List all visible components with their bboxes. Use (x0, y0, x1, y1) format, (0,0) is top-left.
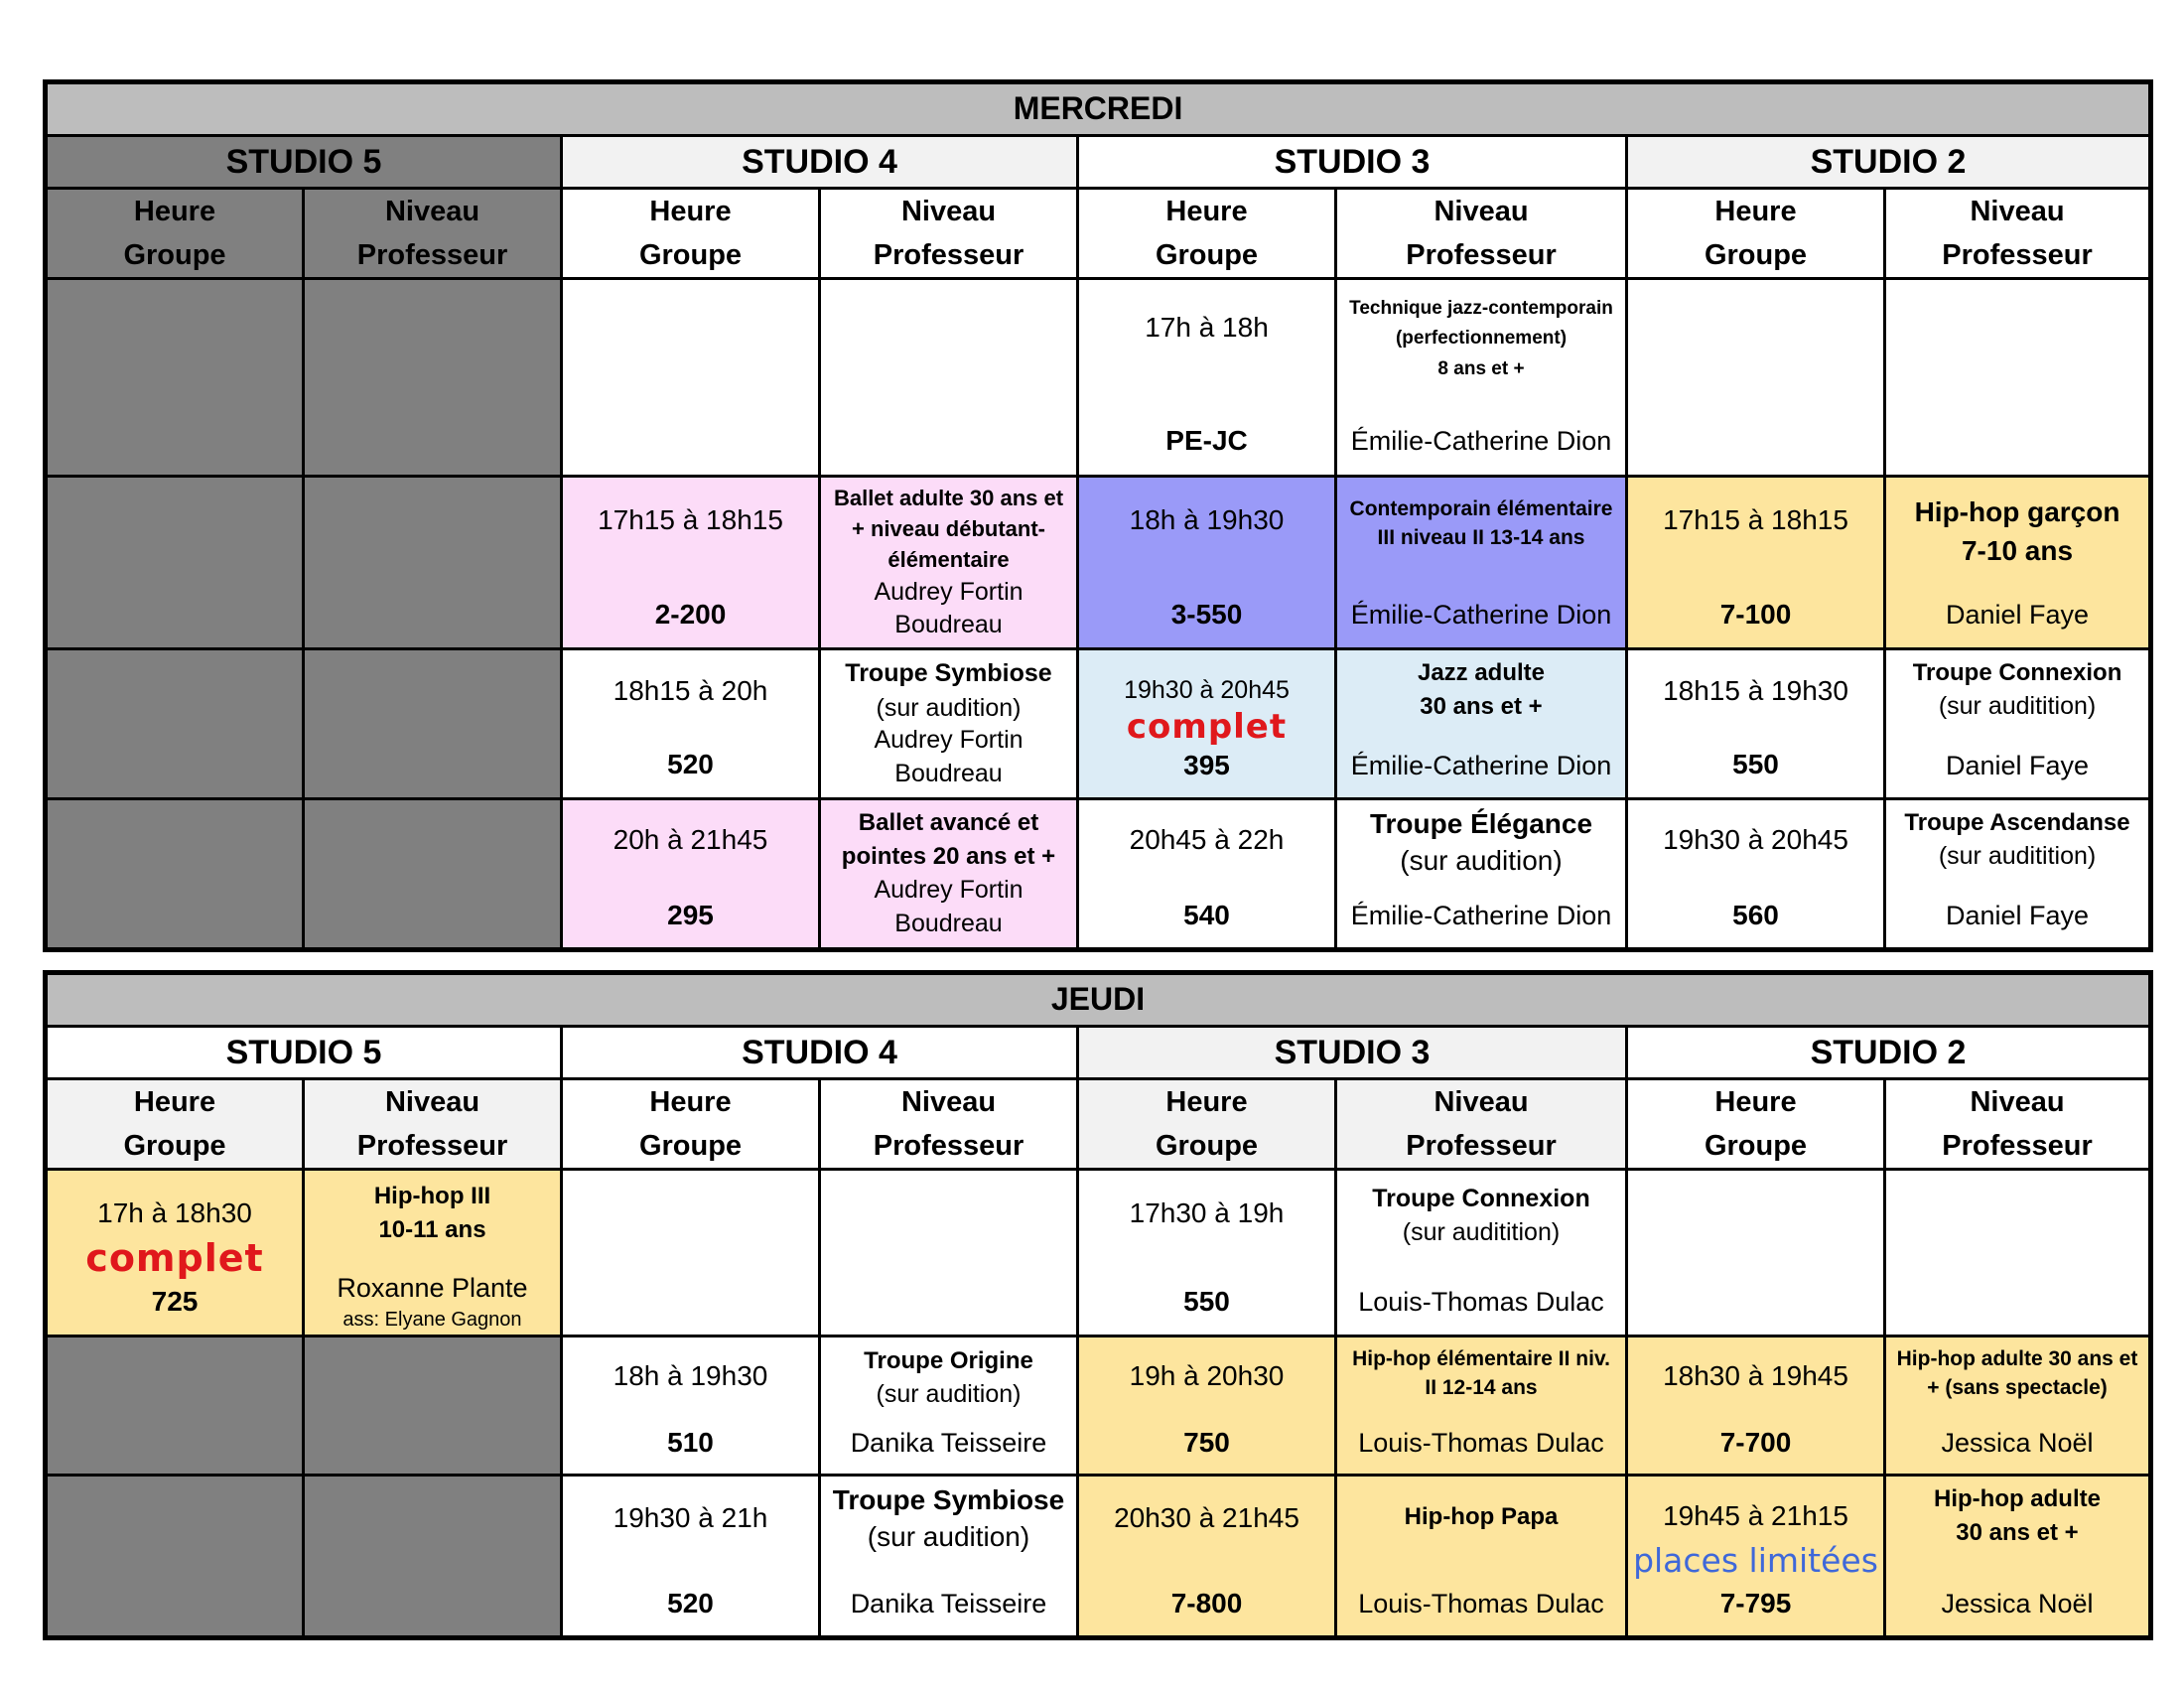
empty-cell (1627, 1170, 1885, 1336)
schedule-jeudi (43, 970, 2153, 1640)
class-level-prof (820, 649, 1078, 799)
class-level: Ballet adulte 30 ans et + niveau débutant- élémentaire (833, 485, 1064, 573)
class-group: 510 (667, 1427, 714, 1459)
class-group: 395 (1183, 749, 1230, 780)
studio-2-header: STUDIO 2 (1627, 1027, 2151, 1079)
class-time-group (562, 1336, 820, 1476)
col-heure-groupe: Heure Groupe (1078, 189, 1336, 279)
class-time-group (1078, 649, 1336, 799)
class-time-group (562, 799, 820, 950)
col-heure-groupe: Heure Groupe (46, 189, 304, 279)
class-note: (sur auditition) (1938, 692, 2097, 721)
class-professor: Daniel Faye (1945, 900, 2090, 930)
schedule-mercredi (43, 79, 2153, 952)
class-level-prof (1336, 1476, 1627, 1638)
class-level: Hip-hop élémentaire II niv. II 12-14 ans (1352, 1346, 1610, 1400)
class-group: 7-100 (1719, 599, 1792, 631)
class-level-prof (1885, 477, 2151, 649)
class-time-group (1627, 477, 1885, 649)
class-level-block (1904, 806, 2129, 873)
class-professor: Émilie-Catherine Dion (1350, 600, 1612, 631)
day-title: JEUDI (46, 973, 2151, 1027)
class-level: Troupe Origine (864, 1346, 1033, 1374)
class-group: 295 (667, 899, 714, 930)
class-professor: Jessica Noël (1941, 1588, 2094, 1618)
class-level-prof (1336, 1336, 1627, 1476)
class-time: 18h à 19h30 (613, 1359, 768, 1391)
class-group: 550 (1183, 1286, 1230, 1318)
class-professor: Jessica Noël (1941, 1428, 2094, 1459)
class-professor: Louis-Thomas Dulac (1358, 1428, 1604, 1459)
class-time-group (1627, 1336, 1885, 1476)
col-niveau-professeur: Niveau Professeur (1336, 189, 1627, 279)
col-niveau-professeur: Niveau Professeur (1885, 189, 2151, 279)
class-time: 17h à 18h (1145, 312, 1269, 343)
class-level: Troupe Élégance (1369, 808, 1593, 839)
col-heure-groupe: Heure Groupe (1627, 1079, 1885, 1170)
col-heure-groupe: Heure Groupe (1078, 1079, 1336, 1170)
class-level: Contemporain élémentaire III niveau II 13-14 ans (1349, 496, 1613, 550)
class-level: Jazz adulte 30 ans et + (1417, 659, 1546, 721)
class-professor: Audrey Fortin Boudreau (874, 577, 1024, 639)
class-time: 19h45 à 21h15 (1663, 1500, 1848, 1531)
class-level-block (833, 1480, 1064, 1556)
class-time: 19h30 à 20h45 (1663, 824, 1848, 855)
empty-cell (304, 279, 562, 477)
class-professor: Louis-Thomas Dulac (1358, 1588, 1604, 1618)
class-group: 725 (151, 1286, 199, 1318)
class-level: Hip-hop III 10-11 ans (373, 1182, 491, 1243)
class-time-group (1078, 1336, 1336, 1476)
empty-cell (1627, 279, 1885, 477)
class-level: Ballet avancé et pointes 20 ans et + (841, 809, 1056, 871)
class-group: 750 (1183, 1427, 1230, 1459)
studio-4-header: STUDIO 4 (562, 1027, 1078, 1079)
empty-cell (562, 279, 820, 477)
empty-cell (562, 1170, 820, 1336)
day-title: MERCREDI (46, 82, 2151, 136)
class-level-block (1913, 656, 2122, 723)
class-time-group (562, 1476, 820, 1638)
class-level: Technique jazz-contemporain (perfectionnement) 8 ans et + (1349, 298, 1613, 379)
class-level-block (1372, 1182, 1589, 1249)
class-time: 18h à 19h30 (1129, 503, 1285, 535)
class-professor: Daniel Faye (1945, 600, 2090, 631)
class-level-prof (820, 799, 1078, 950)
class-time: 20h45 à 22h (1129, 824, 1285, 855)
empty-cell (304, 1476, 562, 1638)
class-professor: Louis-Thomas Dulac (1358, 1287, 1604, 1318)
col-heure-groupe: Heure Groupe (562, 189, 820, 279)
class-time-group (562, 477, 820, 649)
class-level: Troupe Connexion (1912, 659, 2122, 686)
class-note: (sur audition) (876, 1379, 1022, 1408)
table-row (46, 477, 2151, 649)
class-time-group (1078, 279, 1336, 477)
class-level: Hip-hop Papa (1404, 1503, 1559, 1530)
class-professor: Émilie-Catherine Dion (1350, 425, 1612, 456)
empty-cell (46, 799, 304, 950)
class-level-prof (304, 1170, 562, 1336)
class-time: 17h à 18h30 (97, 1196, 252, 1228)
class-level-prof (1885, 1476, 2151, 1638)
col-niveau-professeur: Niveau Professeur (820, 1079, 1078, 1170)
empty-cell (46, 1476, 304, 1638)
table-row (46, 799, 2151, 950)
studio-5-header: STUDIO 5 (46, 136, 562, 189)
class-level-prof (820, 1476, 1078, 1638)
class-time-group (46, 1170, 304, 1336)
class-group: 520 (667, 1587, 714, 1618)
class-time: 17h15 à 18h15 (598, 503, 783, 535)
class-time: 17h30 à 19h (1129, 1196, 1285, 1228)
class-time-group (1627, 649, 1885, 799)
class-level: Hip-hop garçon 7-10 ans (1914, 495, 2120, 566)
col-niveau-professeur: Niveau Professeur (1336, 1079, 1627, 1170)
class-professor: Audrey Fortin Boudreau (874, 726, 1024, 787)
studio-5-header: STUDIO 5 (46, 1027, 562, 1079)
class-time-group (1627, 1476, 1885, 1638)
col-heure-groupe: Heure Groupe (1627, 189, 1885, 279)
class-level-prof (1885, 1336, 2151, 1476)
studio-2-header: STUDIO 2 (1627, 136, 2151, 189)
col-niveau-professeur: Niveau Professeur (1885, 1079, 2151, 1170)
studio-3-header: STUDIO 3 (1078, 136, 1627, 189)
empty-cell (46, 649, 304, 799)
empty-cell (304, 477, 562, 649)
empty-cell (46, 279, 304, 477)
class-time-group (562, 649, 820, 799)
class-group: PE-JC (1165, 424, 1248, 456)
class-note: (sur auditition) (1938, 842, 2097, 871)
class-level-prof (1885, 649, 2151, 799)
class-time: 18h15 à 20h (613, 675, 768, 706)
class-level: Troupe Symbiose (832, 1484, 1065, 1515)
class-level-block (1370, 804, 1592, 880)
class-level-prof (820, 477, 1078, 649)
class-time: 19h30 à 20h45 (1124, 676, 1290, 704)
empty-cell (304, 799, 562, 950)
class-time: 19h30 à 21h (613, 1502, 768, 1533)
status-badge: places limitées (1633, 1540, 1878, 1580)
class-group: 7-700 (1719, 1427, 1792, 1459)
col-niveau-professeur: Niveau Professeur (304, 1079, 562, 1170)
class-level: Hip-hop adulte 30 ans et + (1934, 1485, 2101, 1547)
col-niveau-professeur: Niveau Professeur (820, 189, 1078, 279)
class-level: Troupe Connexion (1372, 1184, 1590, 1212)
class-time: 17h15 à 18h15 (1663, 503, 1848, 535)
table-row (46, 649, 2151, 799)
class-group: 2-200 (654, 599, 727, 631)
class-time-group (1078, 799, 1336, 950)
class-group: 520 (667, 748, 714, 779)
class-professor: Daniel Faye (1945, 750, 2090, 780)
col-heure-groupe: Heure Groupe (562, 1079, 820, 1170)
class-time: 18h30 à 19h45 (1663, 1359, 1848, 1391)
class-level-prof (1336, 649, 1627, 799)
class-assistant: ass: Elyane Gagnon (342, 1308, 522, 1331)
class-group: 7-795 (1719, 1587, 1792, 1618)
class-note: (sur audition) (1400, 845, 1563, 877)
class-group: 540 (1183, 899, 1230, 930)
empty-cell (820, 279, 1078, 477)
class-group: 7-800 (1170, 1587, 1243, 1618)
class-time: 20h30 à 21h45 (1114, 1502, 1299, 1533)
empty-cell (304, 649, 562, 799)
class-level: Hip-hop adulte 30 ans et + (sans spectacle) (1896, 1346, 2138, 1400)
class-professor: Danika Teisseire (850, 1428, 1047, 1459)
class-group: 550 (1732, 748, 1779, 779)
class-time: 18h15 à 19h30 (1663, 675, 1848, 706)
empty-cell (304, 1336, 562, 1476)
empty-cell (46, 1336, 304, 1476)
class-level: Troupe Ascendanse (1904, 809, 2130, 836)
class-note: (sur audition) (876, 693, 1022, 722)
class-time: 20h à 21h45 (613, 824, 768, 855)
class-professor: Audrey Fortin Boudreau (874, 876, 1024, 938)
class-level-prof (1336, 1170, 1627, 1336)
studio-4-header: STUDIO 4 (562, 136, 1078, 189)
class-group: 3-550 (1170, 599, 1243, 631)
col-niveau-professeur: Niveau Professeur (304, 189, 562, 279)
empty-cell (46, 477, 304, 649)
class-professor: Émilie-Catherine Dion (1350, 900, 1612, 930)
class-time-group (1627, 799, 1885, 950)
table-row (46, 1476, 2151, 1638)
class-level-prof (1336, 477, 1627, 649)
class-level: Troupe Symbiose (845, 659, 1052, 688)
class-level-prof (1885, 799, 2151, 950)
table-row (46, 1170, 2151, 1336)
class-level-block (864, 1344, 1033, 1411)
class-group: 560 (1732, 899, 1779, 930)
table-row (46, 279, 2151, 477)
class-professor: Émilie-Catherine Dion (1350, 750, 1612, 780)
class-time-group (1078, 1476, 1336, 1638)
class-note: (sur audition) (867, 1521, 1030, 1553)
class-time-group (1078, 477, 1336, 649)
empty-cell (820, 1170, 1078, 1336)
empty-cell (1885, 279, 2151, 477)
class-professor: Danika Teisseire (850, 1588, 1047, 1618)
class-level-prof (820, 1336, 1078, 1476)
class-professor-block (337, 1270, 527, 1332)
studio-3-header: STUDIO 3 (1078, 1027, 1627, 1079)
class-time: 19h à 20h30 (1129, 1359, 1285, 1391)
class-level-prof (1336, 799, 1627, 950)
class-level-prof (1336, 279, 1627, 477)
status-badge: complet (1126, 707, 1288, 748)
status-badge: complet (85, 1235, 264, 1280)
table-row (46, 1336, 2151, 1476)
class-professor: Roxanne Plante (337, 1273, 528, 1304)
class-note: (sur auditition) (1402, 1218, 1561, 1246)
col-heure-groupe: Heure Groupe (46, 1079, 304, 1170)
empty-cell (1885, 1170, 2151, 1336)
class-time-group (1078, 1170, 1336, 1336)
